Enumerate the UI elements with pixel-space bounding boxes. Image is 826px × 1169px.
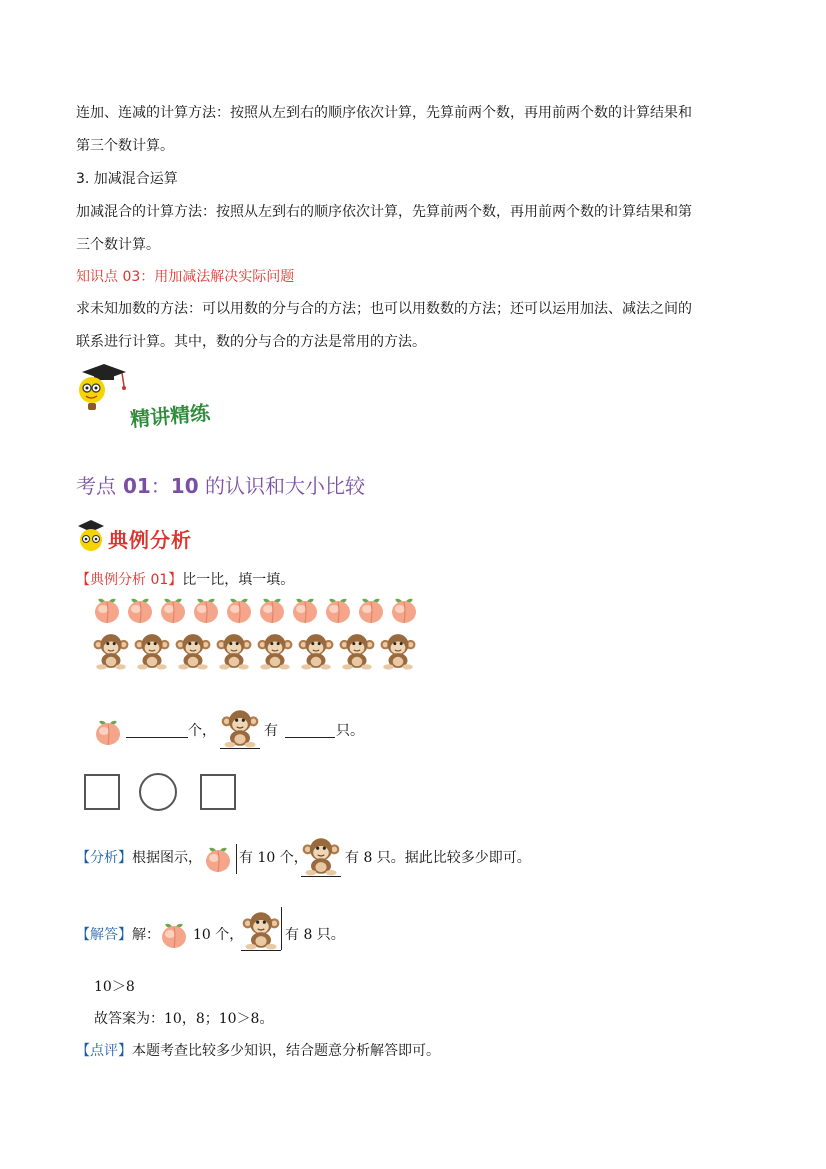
intro-line-6: 联系进行计算。其中，数的分与合的方法是常用的方法。 [76, 334, 426, 350]
peach-row [92, 596, 422, 626]
answer-text-1: 解： [132, 927, 160, 943]
kaodian-rest: 的认识和大小比较 [198, 474, 365, 498]
monkey-icon [381, 634, 416, 669]
section-heading-3: 3. 加减混合运算 [76, 171, 178, 187]
monkey-icon [220, 708, 260, 749]
fill-zhi-text: 只。 [336, 723, 364, 739]
monkey-icon [176, 634, 211, 669]
answer-text-2: 10 个， [193, 927, 244, 943]
peach-icon [227, 599, 251, 623]
peach-icon [93, 718, 123, 746]
peach-icon [95, 599, 119, 623]
answer-square-left[interactable] [84, 774, 120, 810]
kaodian-sep: ： [150, 474, 171, 498]
intro-line-1: 连加、连减的计算方法：按照从左到右的顺序依次计算，先算前两个数，再用前两个数的计算结果和 [76, 105, 692, 121]
comment-tag: 【点评】 [76, 1043, 132, 1059]
fill-ge-text: 个， [188, 723, 216, 739]
monkey-icon [241, 910, 281, 951]
analysis-prefix [76, 849, 202, 867]
monkey-count-blank[interactable] [285, 722, 335, 738]
answer-compare: 10＞8 [94, 979, 135, 995]
monkey-icon [258, 634, 293, 669]
example-prompt-line [76, 571, 294, 589]
monkey-icon [301, 836, 341, 877]
peach-icon [159, 921, 189, 949]
kaodian-num2: 10 [170, 474, 199, 498]
monkey-icon [135, 634, 170, 669]
peach-icon [203, 845, 233, 873]
answer-tag: 【解答】 [76, 927, 132, 943]
intro-line-2: 第三个数计算。 [76, 138, 174, 154]
peach-icon [392, 599, 416, 623]
monkey-icon [217, 634, 252, 669]
answer-circle[interactable] [139, 773, 177, 811]
monkey-icon [299, 634, 334, 669]
example-tag: 【典例分析 01】 [76, 572, 183, 588]
example-banner-title-text: 典例分析 [108, 528, 192, 552]
monkey-icon [94, 634, 129, 669]
peach-icon [293, 599, 317, 623]
analysis-text-2: 有 10 个， [239, 850, 308, 866]
comment-line [76, 1042, 440, 1060]
peach-icon [326, 599, 350, 623]
intro-line-4: 三个数计算。 [76, 237, 160, 253]
graduate-mascot-icon [74, 362, 134, 414]
peach-count-blank[interactable] [126, 722, 188, 738]
monkey-icon [340, 634, 375, 669]
answer-final: 故答案为：10，8；10＞8。 [94, 1011, 274, 1027]
comment-text: 本题考查比较多少知识，结合题意分析解答即可。 [132, 1043, 440, 1059]
analysis-tag: 【分析】 [76, 850, 132, 866]
answer-prefix [76, 926, 160, 944]
peach-icon [359, 599, 383, 623]
mascot-face-icon [74, 518, 108, 552]
banner-title: 精讲精练 [129, 400, 212, 432]
divider [236, 844, 237, 874]
kaodian-prefix: 考点 [76, 474, 116, 498]
knowledge-point-03: 知识点 03：用加减法解决实际问题 [76, 269, 295, 285]
example-banner-title [108, 524, 192, 553]
monkey-row [92, 632, 422, 672]
intro-line-3: 加减混合的计算方法：按照从左到右的顺序依次计算，先算前两个数，再用前两个数的计算结果和第 [76, 204, 692, 220]
peach-icon [260, 599, 284, 623]
kaodian-num: 01 [116, 474, 151, 498]
fill-you-text: 有 [264, 723, 278, 739]
answer-square-right[interactable] [200, 774, 236, 810]
analysis-text-3: 有 8 只。据此比较多少即可。 [345, 850, 531, 866]
peach-icon [128, 599, 152, 623]
peach-icon [161, 599, 185, 623]
example-prompt: 比一比，填一填。 [182, 572, 295, 588]
kaodian-heading [76, 470, 365, 499]
analysis-text-1: 根据图示， [132, 850, 202, 866]
peach-icon [194, 599, 218, 623]
answer-text-3: 有 8 只。 [285, 927, 345, 943]
intro-line-5: 求未知加数的方法：可以用数的分与合的方法；也可以用数数的方法；还可以运用加法、减法之间的 [76, 301, 692, 317]
divider [281, 907, 282, 950]
